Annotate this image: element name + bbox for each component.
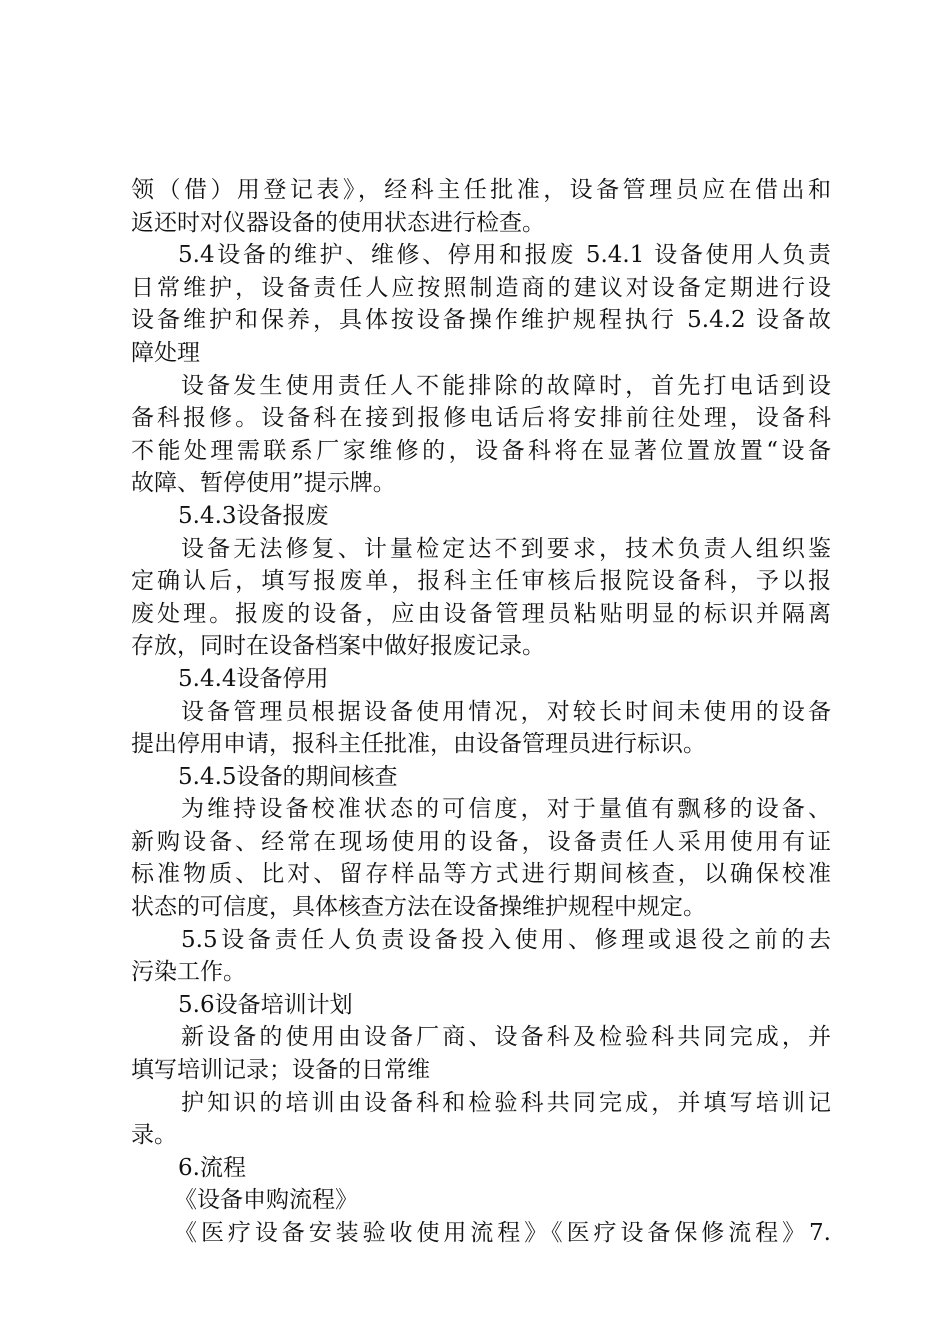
paragraph-line: 存放，同时在设备档案中做好报废记录。 <box>131 633 545 660</box>
paragraph-line: 提出停用申请，报科主任批准，由设备管理员进行标识。 <box>131 731 706 758</box>
paragraph-line: 领（借）用登记表》，经科主任批准，设备管理员应在借出和 <box>131 177 831 203</box>
paragraph-line: 日常维护，设备责任人应按照制造商的建议对设备定期进行设 <box>131 274 831 301</box>
paragraph-line: 废处理。报废的设备，应由设备管理员粘贴明显的标识并隔离 <box>131 600 831 627</box>
paragraph-line: 不能处理需联系厂家维修的，设备科将在显著位置放置“设备 <box>131 437 831 464</box>
section-heading-5-4-4: 5.4.4设备停用 <box>178 665 329 692</box>
section-heading-6: 6.流程 <box>178 1154 246 1181</box>
process-document-title: 《设备申购流程》 <box>174 1187 358 1214</box>
paragraph-line: 标准物质、比对、留存样品等方式进行期间核查，以确保校准 <box>131 861 831 888</box>
paragraph-line: 设备无法修复、计量检定达不到要求，技术负责人组织鉴 <box>181 535 831 562</box>
paragraph-line: 新购设备、经常在现场使用的设备，设备责任人采用使用有证 <box>131 828 831 855</box>
section-heading-5-4: 5.4设备的维护、维修、停用和报废 5.4.1 设备使用人负责 <box>178 242 831 269</box>
process-document-titles: 《医疗设备安装验收使用流程》《医疗设备保修流程》7. <box>174 1220 831 1246</box>
paragraph-line: 返还时对仪器设备的使用状态进行检查。 <box>131 209 545 236</box>
paragraph-line: 录。 <box>131 1122 177 1149</box>
paragraph-line: 设备发生使用责任人不能排除的故障时，首先打电话到设 <box>181 372 831 399</box>
document-page <box>131 174 831 1250</box>
paragraph-line: 设备维护和保养，具体按设备操作维护规程执行 5.4.2 设备故 <box>131 307 831 334</box>
paragraph-line: 为维持设备校准状态的可信度，对于量值有飘移的设备、 <box>181 796 831 823</box>
paragraph-line: 障处理 <box>131 339 200 366</box>
section-heading-5-6: 5.6设备培训计划 <box>178 991 353 1018</box>
paragraph-line: 护知识的培训由设备科和检验科共同完成，并填写培训记 <box>181 1089 831 1116</box>
paragraph-line: 备科报修。设备科在接到报修电话后将安排前往处理，设备科 <box>131 405 831 432</box>
section-item-5-5: 5.5设备责任人负责设备投入使用、修理或退役之前的去 <box>181 926 831 953</box>
paragraph-line: 状态的可信度，具体核查方法在设备操维护规程中规定。 <box>131 894 706 921</box>
paragraph-line: 定确认后，填写报废单，报科主任审核后报院设备科，予以报 <box>131 568 831 595</box>
paragraph-line: 污染工作。 <box>131 959 246 986</box>
paragraph-line: 故障、暂停使用”提示牌。 <box>131 470 396 497</box>
section-heading-5-4-3: 5.4.3设备报废 <box>178 502 329 529</box>
paragraph-line: 设备管理员根据设备使用情况，对较长时间未使用的设备 <box>181 698 831 725</box>
paragraph-line: 新设备的使用由设备厂商、设备科及检验科共同完成，并 <box>181 1024 831 1051</box>
section-heading-5-4-5: 5.4.5设备的期间核查 <box>178 763 398 790</box>
paragraph-line: 填写培训记录；设备的日常维 <box>131 1057 430 1084</box>
